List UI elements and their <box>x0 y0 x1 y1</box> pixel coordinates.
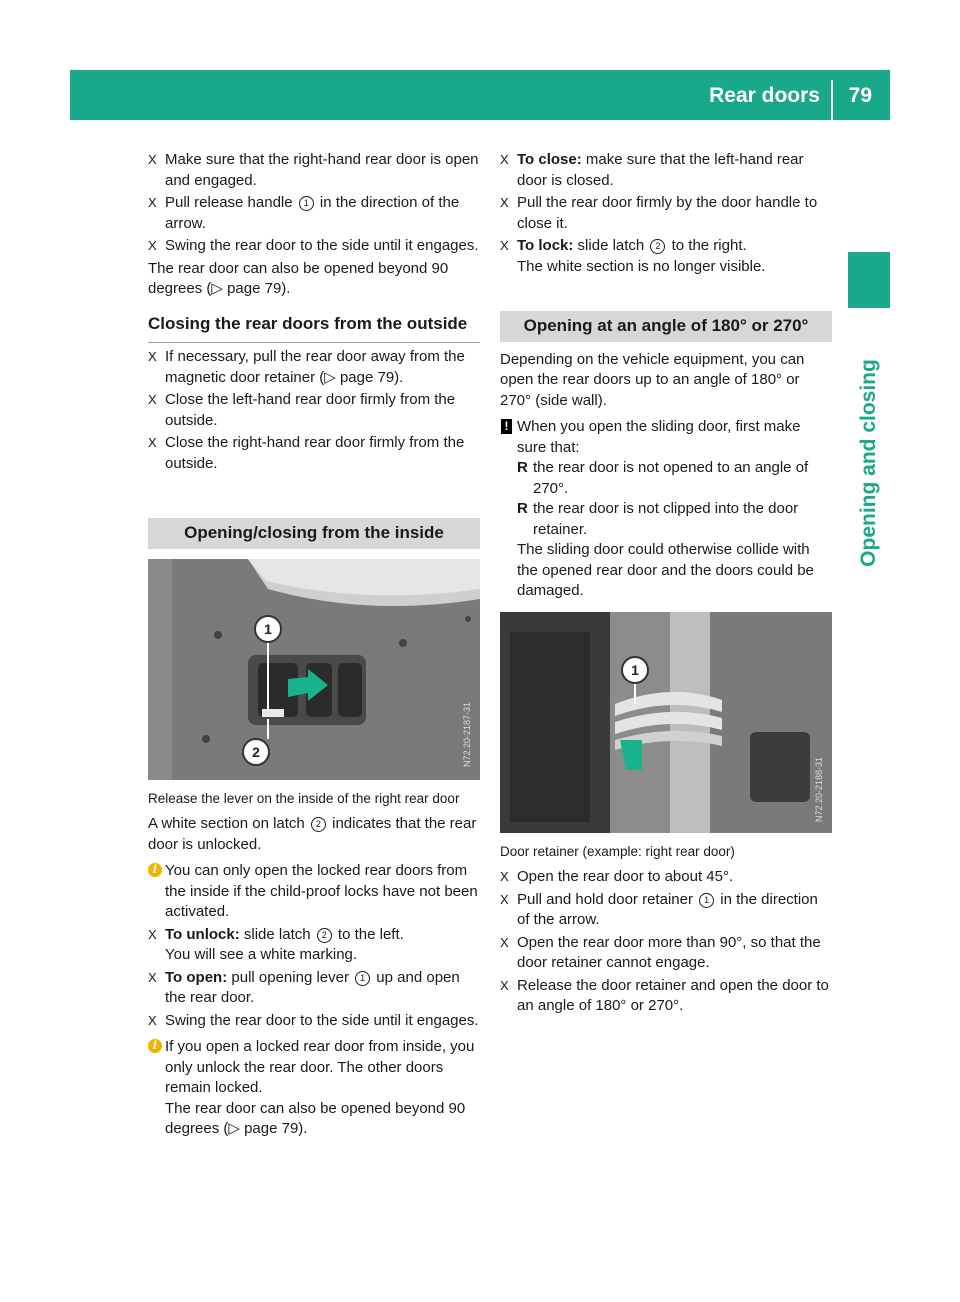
callout-1: 1 <box>631 661 639 678</box>
callout-number: 1 <box>355 971 370 986</box>
photo-caption: Door retainer (example: right rear door) <box>500 843 735 859</box>
arrow-step-icon: X <box>500 152 509 167</box>
info-note: i You can only open the locked rear doors from the inside if the child-proof locks have not been activated. <box>148 861 480 923</box>
callout-2: 2 <box>252 743 260 760</box>
arrow-step-icon: X <box>500 934 509 950</box>
arrow-step-icon: X <box>148 969 157 985</box>
step: X Close the right-hand rear door firmly from the outside. <box>148 434 465 472</box>
step: X Swing the rear door to the side until it engages. <box>148 1011 480 1032</box>
step: X To open: pull opening lever 1 up and open the rear door. <box>148 968 460 1006</box>
callout-number: 2 <box>650 239 665 254</box>
bullet-icon: R <box>517 500 528 517</box>
step: X Pull release handle 1 in the direction of the arrow. <box>148 194 460 232</box>
right-column <box>500 150 832 1019</box>
photo-code: N72.20-2187-31 <box>462 701 472 767</box>
info-icon: i <box>148 863 162 877</box>
arrow-step-icon: X <box>148 152 157 167</box>
arrow-step-icon: X <box>500 977 509 993</box>
info-icon: i <box>148 1039 162 1053</box>
photo-code: N72.20-2188-31 <box>814 756 824 822</box>
callout-number: 1 <box>699 893 714 908</box>
section-label: Opening and closing <box>857 359 880 567</box>
callout-number: 2 <box>311 817 326 832</box>
photo-caption: Release the lever on the inside of the right rear door <box>148 790 460 806</box>
arrow-step-icon: X <box>500 195 509 210</box>
callout-number: 1 <box>299 196 314 211</box>
arrow-step-icon: X <box>148 238 157 253</box>
paragraph: The rear door can also be opened beyond 90 degrees (▷ page 79). <box>148 259 449 297</box>
paragraph: Depending on the vehicle equipment, you can open the rear doors up to an angle of 180° or 270° (side wall). <box>500 350 805 409</box>
info-note: i If you open a locked rear door from inside, you only unlock the rear door. The other doors remain locked. The rear door can also be opened beyond 90 degrees (▷ page 79). <box>148 1037 480 1140</box>
step: X Pull and hold door retainer 1 in the direction of the arrow. <box>500 890 818 928</box>
step: X Make sure that the right-hand rear door is open and engaged. <box>148 151 479 189</box>
arrow-step-icon: X <box>148 926 157 942</box>
list-item: R the rear door is not opened to an angle of 270°. <box>517 459 809 497</box>
section-band-heading: Opening/closing from the inside <box>148 518 480 549</box>
warning-note: ! When you open the sliding door, first make sure that: R the rear door is not opened to an angle of 270°. R the rear door is not clipped into the door retainer. The sliding door could otherwise collide with the opened rear door and the doors could be damaged. <box>500 417 832 602</box>
callout-number: 2 <box>317 928 332 943</box>
door-lever-photo <box>148 559 480 780</box>
section-band-heading: Opening at an angle of 180° or 270° <box>500 311 832 342</box>
step: X Open the rear door more than 90°, so that the door retainer cannot engage. <box>500 933 821 971</box>
page-number: 79 <box>848 84 872 107</box>
header-divider <box>831 80 833 120</box>
callout-1: 1 <box>264 620 272 637</box>
step: X Open the rear door to about 45°. <box>500 867 832 888</box>
arrow-step-icon: X <box>148 435 157 450</box>
step: X To close: make sure that the left-hand rear door is closed. <box>500 151 804 189</box>
step: X Swing the rear door to the side until it engages. <box>148 236 480 257</box>
step: X Release the door retainer and open the door to an angle of 180° or 270°. <box>500 976 829 1014</box>
arrow-step-icon: X <box>500 238 509 253</box>
arrow-step-icon: X <box>500 891 509 907</box>
left-column <box>148 150 480 1142</box>
header-title: Rear doors <box>709 84 820 107</box>
paragraph: A white section on latch 2 indicates that the rear door is unlocked. <box>148 815 477 853</box>
step: X Pull the rear door firmly by the door handle to close it. <box>500 194 818 232</box>
door-retainer-photo <box>500 612 832 833</box>
arrow-step-icon: X <box>148 195 157 210</box>
arrow-step-icon: X <box>500 869 509 884</box>
arrow-step-icon: X <box>148 349 157 364</box>
step: X Close the left-hand rear door firmly from the outside. <box>148 391 456 429</box>
bullet-icon: R <box>517 459 528 476</box>
step: X To lock: slide latch 2 to the right. The white section is no longer visible. <box>500 237 766 275</box>
step: X If necessary, pull the rear door away from the magnetic door retainer (▷ page 79). <box>148 348 465 386</box>
section-tab <box>848 252 890 308</box>
step: X To unlock: slide latch 2 to the left. You will see a white marking. <box>148 925 404 963</box>
arrow-step-icon: X <box>148 1012 157 1028</box>
list-item: R the rear door is not clipped into the door retainer. <box>517 500 799 538</box>
arrow-step-icon: X <box>148 392 157 407</box>
warning-icon: ! <box>501 419 512 434</box>
page-header <box>70 70 890 120</box>
section-heading: Closing the rear doors from the outside <box>148 314 480 344</box>
